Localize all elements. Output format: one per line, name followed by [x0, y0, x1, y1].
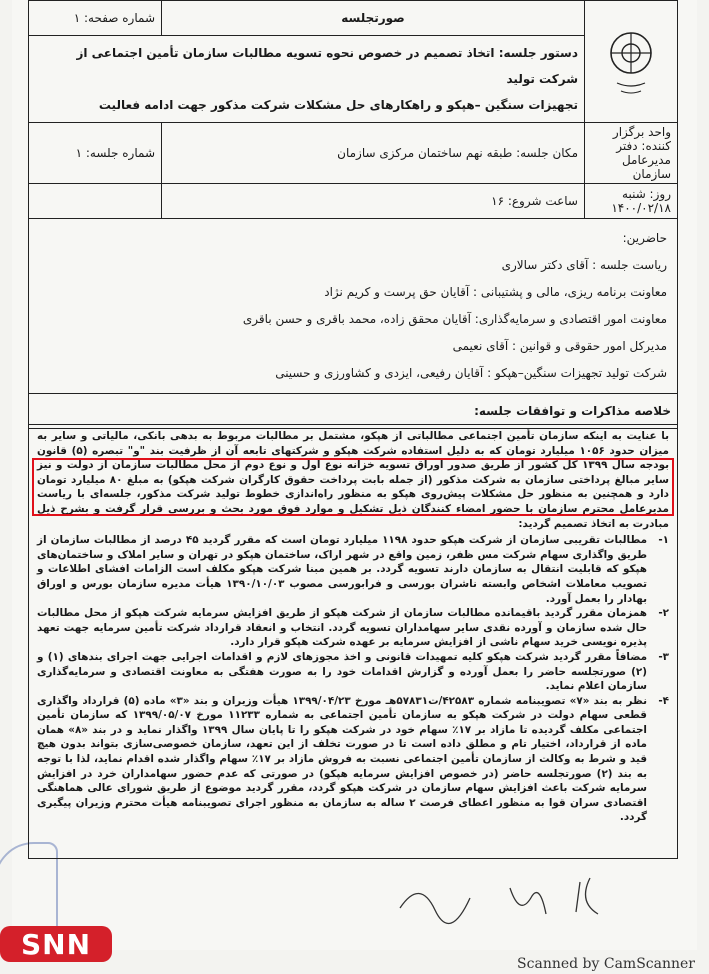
item-text: مضافاً مقرر گردید شرکت هپکو کلیه تمهیدات قانونی و اخذ مجوزهای لازم و اقدامات اجرایی جهت اجرای بندهای (۱) و (۲) صورتجلسه حاضر را بعمل آورده و گزارش اقدامات خود را به صورت هفتگی به معاونت اقتصادی و سرمایه‌گذاری سازمان اعلام نماید.	[37, 650, 648, 693]
item-text: نظر به بند «۷» تصویبنامه شماره ۴۲۵۸۳/ت۵۷۸۳۱هـ مورخ ۱۳۹۹/۰۴/۲۳ هیأت وزیران و بند «۳» ماده (۵) قرارداد واگذاری قطعی سهام دولت در شرکت هپکو به سازمان تأمین اجتماعی به شماره ۱۱۲۳۳ مورخ ۱۳۹۹/۰۵/۰۷ که سازمان تأمین اجتماعی مکلف گردیده تا مازاد بر ۱۷٪ سهام خود در شرکت هپکو را تا پایان سال ۱۳۹۹ واگذار نماید و در بند «۸» همان ماده از قرارداد، اختیار تام و مطلق داده است تا در صورت تخلف از این تعهد، سازمان خصوصی‌سازی بتواند بدون هیچ قید و شرط به وکالت از سازمان تأمین اجتماعی نسبت به فروش مازاد بر ۱۷٪ سهام واگذار شده اقدام نماید، لذا با توجه به بند (۲) صورتجلسه حاضر (در خصوص افزایش سرمایه هپکو) در صورتی که عدم حضور سهامداران خرد در افزایش سرمایه شرکت باعث افزایش سهام سازمان در شرکت هپکو گردد، مقرر گردید موضوع از طریق شورای عالی هماهنگی اقتصادی سران قوا به منظور اعطای فرصت ۲ ساله به سازمان به منظور اجرای تصویبنامه هیأت محترم وزیران پیگیری گردد.	[37, 694, 648, 824]
item-number: ۲-	[658, 607, 669, 620]
decision-item-2	[37, 606, 669, 650]
signature-mark	[510, 888, 546, 914]
attendee-line: مدیرکل امور حقوقی و قوانین : آقای نعیمی	[452, 339, 667, 353]
meeting-date: روز: شنبه ۱۴۰۰/۰۲/۱۸	[585, 184, 678, 219]
meeting-location: مکان جلسه: طبقه نهم ساختمان مرکزی سازمان	[162, 123, 585, 184]
attendees-section	[29, 219, 678, 394]
attendee-line: ریاست جلسه : آقای دکتر سالاری	[501, 258, 667, 272]
decision-item-1	[37, 533, 669, 606]
social-security-logo-icon	[603, 23, 659, 101]
minutes-body	[28, 424, 678, 859]
agenda-line-2: تجهیزات سنگین –هپکو و راهکارهای حل مشکلات شرکت مذکور جهت ادامه فعالیت	[98, 98, 578, 112]
decision-item-3	[37, 650, 669, 694]
signature-mark	[576, 878, 598, 914]
agenda	[29, 36, 585, 123]
item-text: مطالبات تقریبی سازمان از شرکت هپکو حدود ۱۱۹۸ میلیارد تومان است که مقرر گردید ۴۵ درصد از مطالبات سازمان از طریق واگذاری سهام شرکت مس ظفر، زمین واقع در شهر اراک، ساختمان هپکو در تهران و سایر املاک و ساختمان‌های هپکو که قابلیت انتقال به سازمان دارند تسویه گردد. بر همین مبنا شرکت هپکو مکلف است الزامات افشای اطلاعات و تصویب معاملات اشخاص وابسته ناشران بورسی و فرابورسی مصوب ۱۳۹۰/۱۰/۰۳ هیأت مدیره سازمان بورس و اوراق بهادار را بعمل آورد.	[37, 534, 647, 605]
attendee-line: معاونت امور اقتصادی و سرمایه‌گذاری: آقایان محقق زاده، محمد باقری و حسن باقری	[242, 312, 667, 326]
item-number: ۴-	[658, 694, 669, 707]
organizer: واحد برگزار کننده: دفتر مدیرعامل سازمان	[585, 123, 678, 184]
item-number: ۱-	[658, 534, 669, 547]
page-number: شماره صفحه: ۱	[29, 1, 162, 36]
signatures	[390, 868, 650, 938]
document-title: صورتجلسه	[162, 1, 585, 36]
intro-paragraph: با عنایت به اینکه سازمان تأمین اجتماعی مطالباتی از هپکو، مشتمل بر مطالبات مربوط به بدهی بانکی، مالیاتی و سایر به میزان حدود ۱۰۵۶ میلیارد تومان که به دلیل استفاده شرکت هپکو و شرکتهای تابعه آن از ظرفیت بند "و" تبصره (۵) قانون بودجه سال ۱۳۹۹ کل کشور از طریق صدور اوراق تسویه خزانه نوع اول و نوع دوم از محل مطالبات سازمان از دولت و نیز سایر مبالغ پرداختی سازمان به شرکت مذکور (از جمله بابت پرداخت حقوق کارگران شرکت هپکو) به مبلغ ۸۰ میلیارد تومان دارد و همچنین به منظور حل مشکلات پیش‌روی هپکو به منظور راه‌اندازی خطوط تولید شرکت مذکور، جلسه‌ای با ریاست مدیرعامل محترم سازمان با حضور امضاء کنندگان ذیل تشکیل و موارد فوق مورد بحث و بررسی قرار گرفت و بشرح ذیل مبادرت به اتخاذ تصمیم گردید:	[37, 430, 669, 530]
item-text: همزمان مقرر گردید باقیمانده مطالبات سازمان از شرکت هپکو از طریق افزایش سرمایه شرکت هپکو از محل مطالبات حال شده سازمان و آورده نقدی سایر سهامداران تسویه گردد. انتخاب و انعقاد قرارداد شرکت تأمین سرمایه جهت تعهد پذیره نویسی خرید سهام ناشی از افزایش سرمایه بر عهده شرکت هپکو قرار دارد.	[37, 607, 647, 649]
empty-cell	[29, 184, 162, 219]
scanner-watermark: Scanned by CamScanner	[517, 956, 695, 972]
brand-text: SNN	[20, 927, 92, 961]
decision-item-4	[37, 694, 669, 825]
attendee-line: شرکت تولید تجهیزات سنگین–هپکو : آقایان رفیعی، ایزدی و کشاورزی و حسینی	[275, 366, 667, 380]
summary-title: خلاصه مذاکرات و توافقات جلسه:	[29, 394, 678, 429]
agenda-line-1: دستور جلسه: اتخاذ تصمیم در خصوص نحوه تسویه مطالبات سازمان تأمین اجتماعی از شرکت تولید	[76, 46, 578, 86]
attendees-heading: حاضرین:	[622, 231, 667, 245]
meeting-number: شماره جلسه: ۱	[29, 123, 162, 184]
attendee-line: معاونت برنامه ریزی، مالی و پشتیبانی : آقایان حق پرست و کریم نژاد	[324, 285, 667, 299]
org-logo	[585, 1, 678, 123]
header-table	[28, 0, 678, 429]
signature-mark	[400, 893, 470, 923]
start-time: ساعت شروع: ۱۶	[162, 184, 585, 219]
item-number: ۳-	[658, 650, 669, 663]
snn-logo	[0, 926, 112, 962]
